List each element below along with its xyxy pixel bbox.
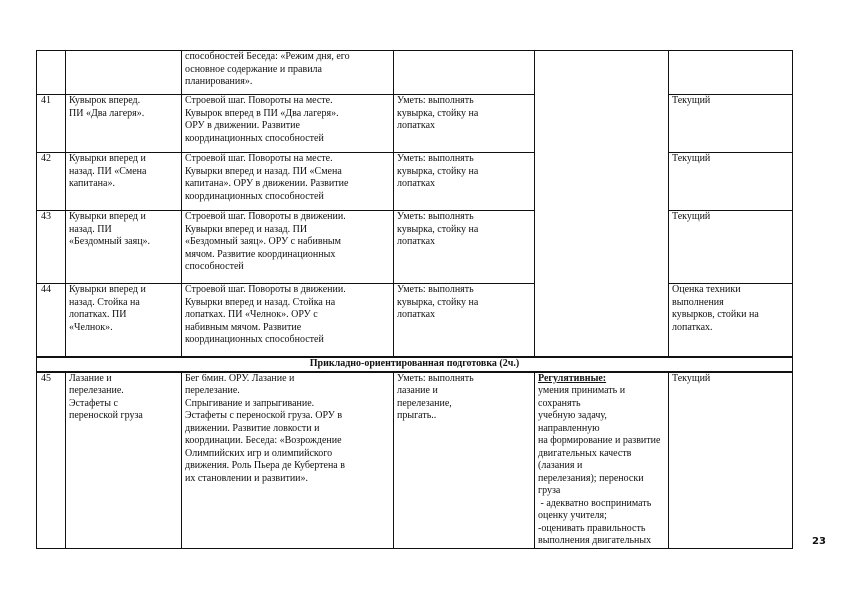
text-line: основное содержание и правила	[185, 63, 322, 75]
text-line: кувырков, стойки на	[672, 309, 759, 320]
text-line: Строевой шаг. Повороты на месте.	[185, 153, 333, 164]
text-line: Уметь: выполнять	[397, 95, 474, 106]
text-line: - адекватно воспринимать	[538, 497, 652, 509]
text-line: ПИ «Два лагеря».	[69, 107, 145, 119]
text-line: лопатках. ПИ	[69, 309, 127, 320]
text-line: их становлении и развитии».	[185, 472, 309, 484]
text-line: Кувырки вперед и	[69, 284, 146, 295]
text-line: координации. Беседа: «Возрождение	[185, 435, 342, 446]
text-line: Строевой шаг. Повороты в движении.	[185, 284, 346, 295]
text-line: Кувырок вперед в ПИ «Два лагеря».	[185, 107, 339, 119]
text-line: двигательных качеств (лазания и	[538, 447, 632, 471]
lesson-control	[669, 95, 793, 153]
text-line: на формирование и развитие	[538, 435, 661, 446]
text-line: Бег 6мин. ОРУ. Лазание и	[185, 372, 295, 384]
text-line: Текущий	[672, 95, 711, 106]
text-line: Кувырки вперед и назад. ПИ	[185, 223, 308, 235]
lesson-control	[669, 284, 793, 357]
lesson-topic	[66, 153, 182, 211]
text-line: Строевой шаг. Повороты в движении.	[185, 211, 346, 222]
text-line: Кувырки вперед и назад. Стойка на	[185, 296, 336, 308]
text-line: назад. ПИ	[69, 223, 112, 235]
text-line: лопатках.	[672, 321, 713, 333]
text-line: Лазание и	[69, 372, 112, 384]
text-line: Кувырки вперед и назад. ПИ «Смена	[185, 165, 342, 177]
lesson-topic	[66, 284, 182, 357]
section-header-row	[37, 357, 793, 372]
lesson-ud	[535, 372, 669, 549]
text-line: лопатках	[397, 236, 436, 247]
text-line: Текущий	[672, 211, 711, 222]
lesson-number: 42	[37, 153, 66, 211]
text-line: «Бездомный заяц».	[69, 236, 151, 247]
text-line: мячом. Развитие координационных	[185, 248, 336, 260]
lesson-plan-table	[36, 50, 793, 549]
text-line: оценку учителя;	[538, 510, 607, 521]
lesson-control	[669, 153, 793, 211]
text-line: движения. Роль Пьера де Кубертена в	[185, 460, 345, 471]
text-line: учебную задачу, направленную	[538, 410, 607, 434]
cell-requirements-empty	[394, 51, 535, 95]
text-line: Олимпийских игр и олимпийского	[185, 447, 333, 459]
text-line: лазание и	[397, 385, 438, 396]
ud-heading: Регулятивные:	[538, 372, 607, 384]
cell-content	[182, 51, 394, 95]
table-row	[37, 95, 793, 153]
text-line: лопатках	[397, 309, 436, 320]
text-line: Уметь: выполнять	[397, 153, 474, 164]
text-line: перелезания); переноски груза	[538, 472, 644, 496]
cell-ud-merged	[535, 51, 669, 357]
text-line: назад. Стойка на	[69, 296, 140, 308]
cell-control-empty	[669, 51, 793, 95]
text-line: перелезание,	[397, 397, 452, 409]
lesson-topic	[66, 372, 182, 549]
text-line: способностей	[185, 261, 244, 272]
table-row-continuation	[37, 51, 793, 95]
lesson-content	[182, 284, 394, 357]
lesson-requirements	[394, 153, 535, 211]
lesson-control	[669, 372, 793, 549]
text-line: капитана». ОРУ в движении. Развитие	[185, 178, 349, 189]
text-line: способностей Беседа: «Режим дня, его	[185, 51, 350, 62]
lesson-requirements	[394, 95, 535, 153]
text-line: Уметь: выполнять	[397, 211, 474, 222]
text-line: умения принимать и сохранять	[538, 385, 626, 409]
text-line: Спрыгивание и запрыгивание.	[185, 397, 315, 409]
text-line: движении. Развитие ловкости и	[185, 422, 320, 434]
text-line: Уметь: выполнять	[397, 372, 474, 384]
text-line: ОРУ в движении. Развитие	[185, 120, 300, 131]
lesson-content	[182, 95, 394, 153]
lesson-control	[669, 211, 793, 284]
lesson-content	[182, 153, 394, 211]
page-number: 23	[812, 536, 826, 547]
text-line: выполнения	[672, 296, 724, 308]
text-line: -оценивать правильность	[538, 522, 646, 534]
lesson-number: 45	[37, 372, 66, 549]
text-line: Оценка техники	[672, 284, 741, 295]
text-line: кувырка, стойку на	[397, 296, 479, 308]
text-line: Кувырок вперед.	[69, 95, 141, 106]
text-line: Эстафеты с переноской груза. ОРУ в	[185, 410, 343, 421]
text-line: лопатках	[397, 120, 436, 131]
text-line: кувырка, стойку на	[397, 107, 479, 119]
cell-topic-empty	[66, 51, 182, 95]
text-line: Текущий	[672, 153, 711, 164]
text-line: кувырка, стойку на	[397, 165, 479, 177]
text-line: Текущий	[672, 372, 711, 384]
text-line: лопатках. ПИ «Челнок». ОРУ с	[185, 309, 318, 320]
text-line: Эстафеты с	[69, 397, 118, 409]
text-line: кувырка, стойку на	[397, 223, 479, 235]
lesson-number: 44	[37, 284, 66, 357]
lesson-requirements	[394, 211, 535, 284]
text-line: «Бездомный заяц». ОРУ с набивным	[185, 236, 341, 247]
text-line: «Челнок».	[69, 321, 113, 333]
text-line: перелезание.	[185, 385, 240, 396]
lesson-requirements	[394, 372, 535, 549]
text-line: переноской груза	[69, 410, 143, 421]
text-line: координационных способностей	[185, 190, 324, 202]
lesson-topic	[66, 95, 182, 153]
text-line: Кувырки вперед и	[69, 153, 146, 164]
text-line: набивным мячом. Развитие	[185, 321, 302, 333]
cell-num-empty	[37, 51, 66, 95]
lesson-number: 41	[37, 95, 66, 153]
text-line: Кувырки вперед и	[69, 211, 146, 222]
text-line: координационных способностей	[185, 334, 324, 345]
text-line: лопатках	[397, 178, 436, 189]
lesson-content	[182, 372, 394, 549]
section-title: Прикладно-ориентированная подготовка (2ч.)	[37, 357, 793, 372]
table-row	[37, 372, 793, 549]
lesson-content	[182, 211, 394, 284]
table-row	[37, 284, 793, 357]
text-line: перелезание.	[69, 385, 124, 396]
table-row	[37, 153, 793, 211]
text-line: прыгать..	[397, 410, 437, 421]
table-row	[37, 211, 793, 284]
text-line: назад. ПИ «Смена	[69, 165, 147, 177]
text-line: планирования».	[185, 76, 253, 87]
lesson-number: 43	[37, 211, 66, 284]
text-line: Строевой шаг. Повороты на месте.	[185, 95, 333, 106]
lesson-requirements	[394, 284, 535, 357]
text-line: Уметь: выполнять	[397, 284, 474, 295]
lesson-topic	[66, 211, 182, 284]
text-line: выполнения двигательных	[538, 535, 652, 546]
text-line: капитана».	[69, 178, 115, 189]
text-line: координационных способностей	[185, 132, 324, 144]
lesson-plan-table-page	[36, 50, 792, 549]
